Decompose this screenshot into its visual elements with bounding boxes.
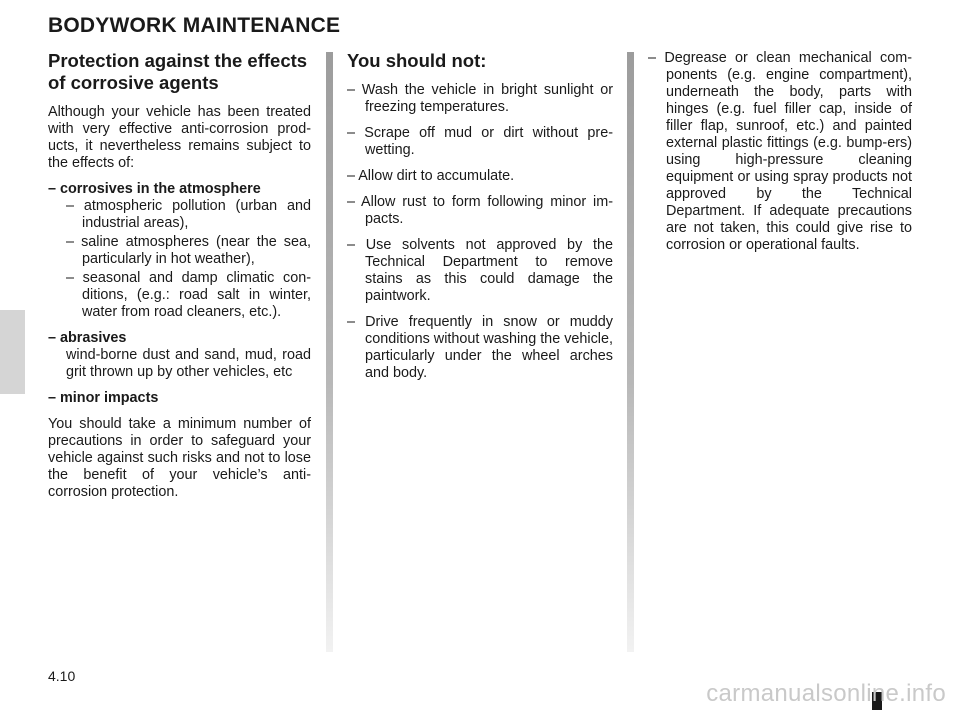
list-label-abrasives: – abrasives [48, 330, 127, 346]
list-item: – saline atmospheres (near the sea, particularly in hot weather), [66, 234, 311, 267]
list-item: – Wash the vehicle in bright sunlight or freezing temperatures. [347, 82, 613, 115]
chapter-tab-marker [0, 310, 25, 394]
list-item: – Degrease or clean mechanical com-ponents (e.g. engine compartment), underneath the body, parts with hinges (e.g. fuel filler cap, inside of filler flap, sunroof, etc.) and painted external plastic fittings (e.g. bump-ers) using high-pressure cleaning equipment or using spray products not approved by the Technical Department. If adequate precautions are not taken, this could give rise to corrosion or operational faults. [648, 50, 912, 253]
abrasives-text: wind-borne dust and sand, mud, road grit thrown up by other vehicles, etc [66, 347, 311, 380]
list-item: – Use solvents not approved by the Technical Department to remove stains as this could damage the paintwork. [347, 237, 613, 304]
column-corrosion-protection [48, 50, 311, 510]
closing-paragraph: You should take a minimum number of precautions in order to safeguard your vehicle against such risks and not to lose the benefit of your vehicle’s anti-corrosion protection. [48, 416, 311, 500]
list-item: – atmospheric pollution (urban and industrial areas), [66, 198, 311, 231]
list-label-atmosphere: – corrosives in the atmosphere [48, 181, 261, 197]
list-item: – Scrape off mud or dirt without pre-wetting. [347, 125, 613, 158]
column-should-not-continued [648, 50, 912, 263]
page-number: 4.10 [48, 668, 76, 684]
list-item: – Allow rust to form following minor im-pacts. [347, 194, 613, 227]
column-should-not [347, 50, 613, 391]
intro-paragraph: Although your vehicle has been treated with very effective anti-corrosion prod-ucts, it nevertheless remains subject to the effects of: [48, 104, 311, 171]
list-item: – Drive frequently in snow or muddy conditions without washing the vehicle, particularly under the wheel arches and body. [347, 314, 613, 381]
section-heading-should-not: You should not: [347, 50, 487, 71]
page-title: BODYWORK MAINTENANCE [48, 14, 341, 37]
column-divider [326, 52, 333, 652]
watermark: carmanualsonline.info [706, 680, 946, 707]
list-label-minor-impacts: – minor impacts [48, 390, 159, 406]
list-item: – Allow dirt to accumulate. [347, 168, 515, 184]
section-heading-corrosion: Protection against the effects of corrosive agents [48, 50, 308, 93]
list-item: – seasonal and damp climatic con-ditions, (e.g.: road salt in winter, water from road cleaners, etc.). [66, 270, 311, 320]
column-divider [627, 52, 634, 652]
